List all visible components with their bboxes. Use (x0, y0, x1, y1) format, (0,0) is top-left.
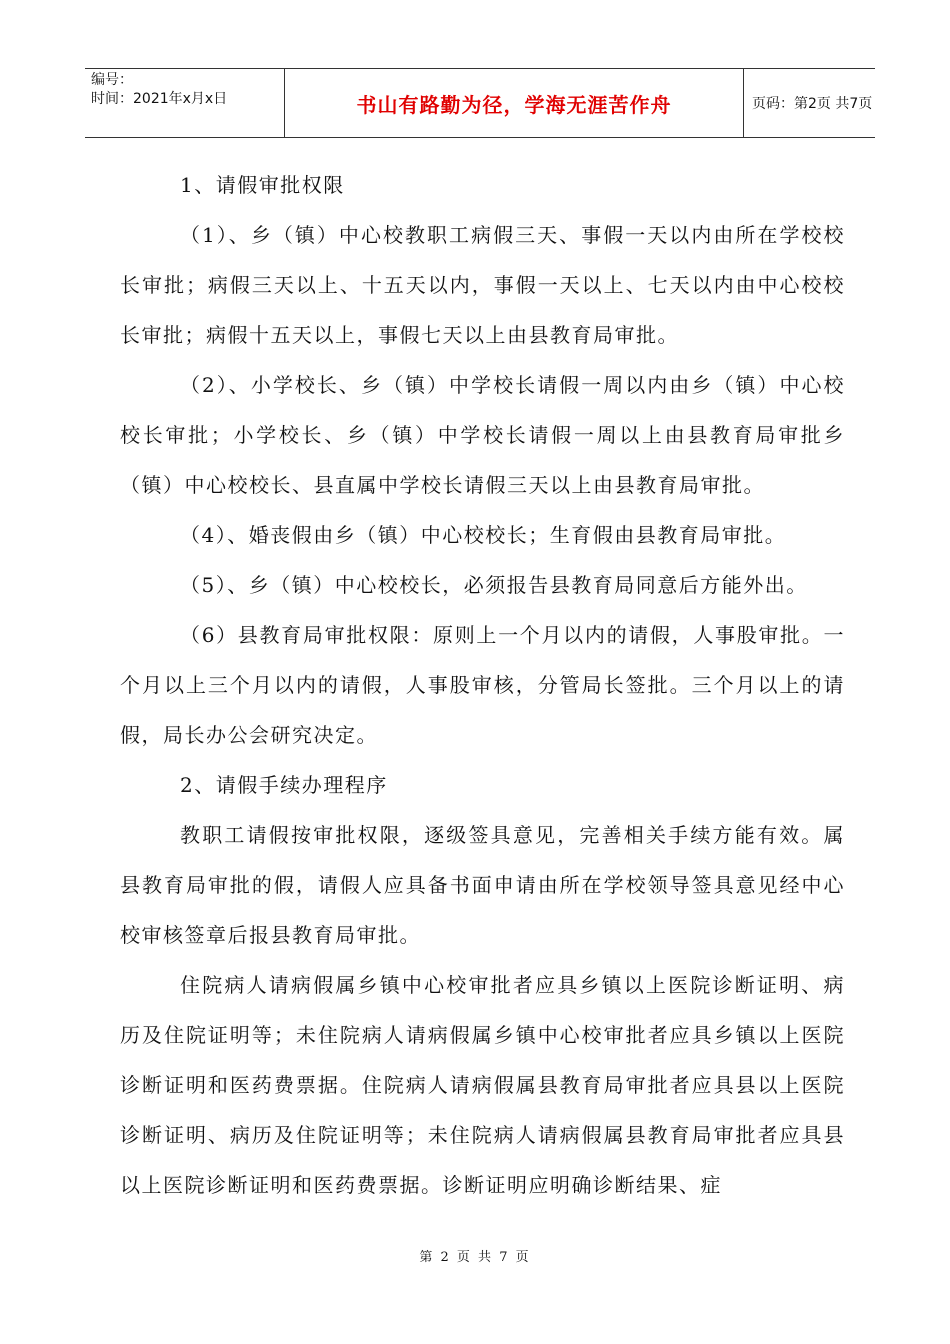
paragraph: （5）、乡（镇）中心校校长，必须报告县教育局同意后方能外出。 (180, 573, 808, 597)
paragraph: 住院病人请病假属乡镇中心校审批者应具乡镇以上医院诊断证明、病历及住院证明等；未住院病人请病假属乡镇中心校审批者应具乡镇以上医院诊断证明和医药费票据。住院病人请病假属县教育局审批者应具县以上医院诊断证明、病历及住院证明等；未住院病人请病假属县教育局审批者应具县以上医院诊断证明和医药费票据。诊断证明应明确诊断结果、症 (120, 973, 845, 1197)
motto-text: 书山有路勤为径，学海无涯苦作舟 (356, 92, 672, 117)
header-motto-cell (285, 69, 744, 137)
time-label: 时间：2021年x月x日 (91, 91, 228, 107)
paragraph: 教职工请假按审批权限，逐级签具意见，完善相关手续方能有效。属县教育局审批的假，请假人应具备书面申请由所在学校领导签具意见经中心校审核签章后报县教育局审批。 (120, 823, 845, 947)
paragraph: （4）、婚丧假由乡（镇）中心校校长；生育假由县教育局审批。 (180, 523, 787, 547)
page-info: 页码：第2页 共7页 (752, 96, 873, 112)
paragraph: （6）县教育局审批权限：原则上一个月以内的请假，人事股审批。一个月以上三个月以内的请假，人事股审核，分管局长签批。三个月以上的请假，局长办公会研究决定。 (120, 623, 845, 747)
header-left-cell (85, 69, 285, 137)
paragraph: （2）、小学校长、乡（镇）中学校长请假一周以内由乡（镇）中心校校长审批；小学校长、乡（镇）中学校长请假一周以上由县教育局审批乡（镇）中心校校长、县直属中学校长请假三天以上由县教育局审批。 (120, 373, 845, 497)
section-heading-2: 2、请假手续办理程序 (180, 773, 388, 797)
document-body (120, 160, 845, 1210)
header-page-cell (744, 69, 875, 137)
page-header (85, 68, 875, 138)
section-heading-1: 1、请假审批权限 (180, 173, 345, 197)
number-label: 编号： (91, 72, 133, 88)
paragraph: （1）、乡（镇）中心校教职工病假三天、事假一天以内由所在学校校长审批；病假三天以上、十五天以内，事假一天以上、七天以内由中心校校长审批；病假十五天以上，事假七天以上由县教育局审批。 (120, 223, 845, 347)
page-footer: 第 2 页 共 7 页 (419, 1250, 531, 1265)
